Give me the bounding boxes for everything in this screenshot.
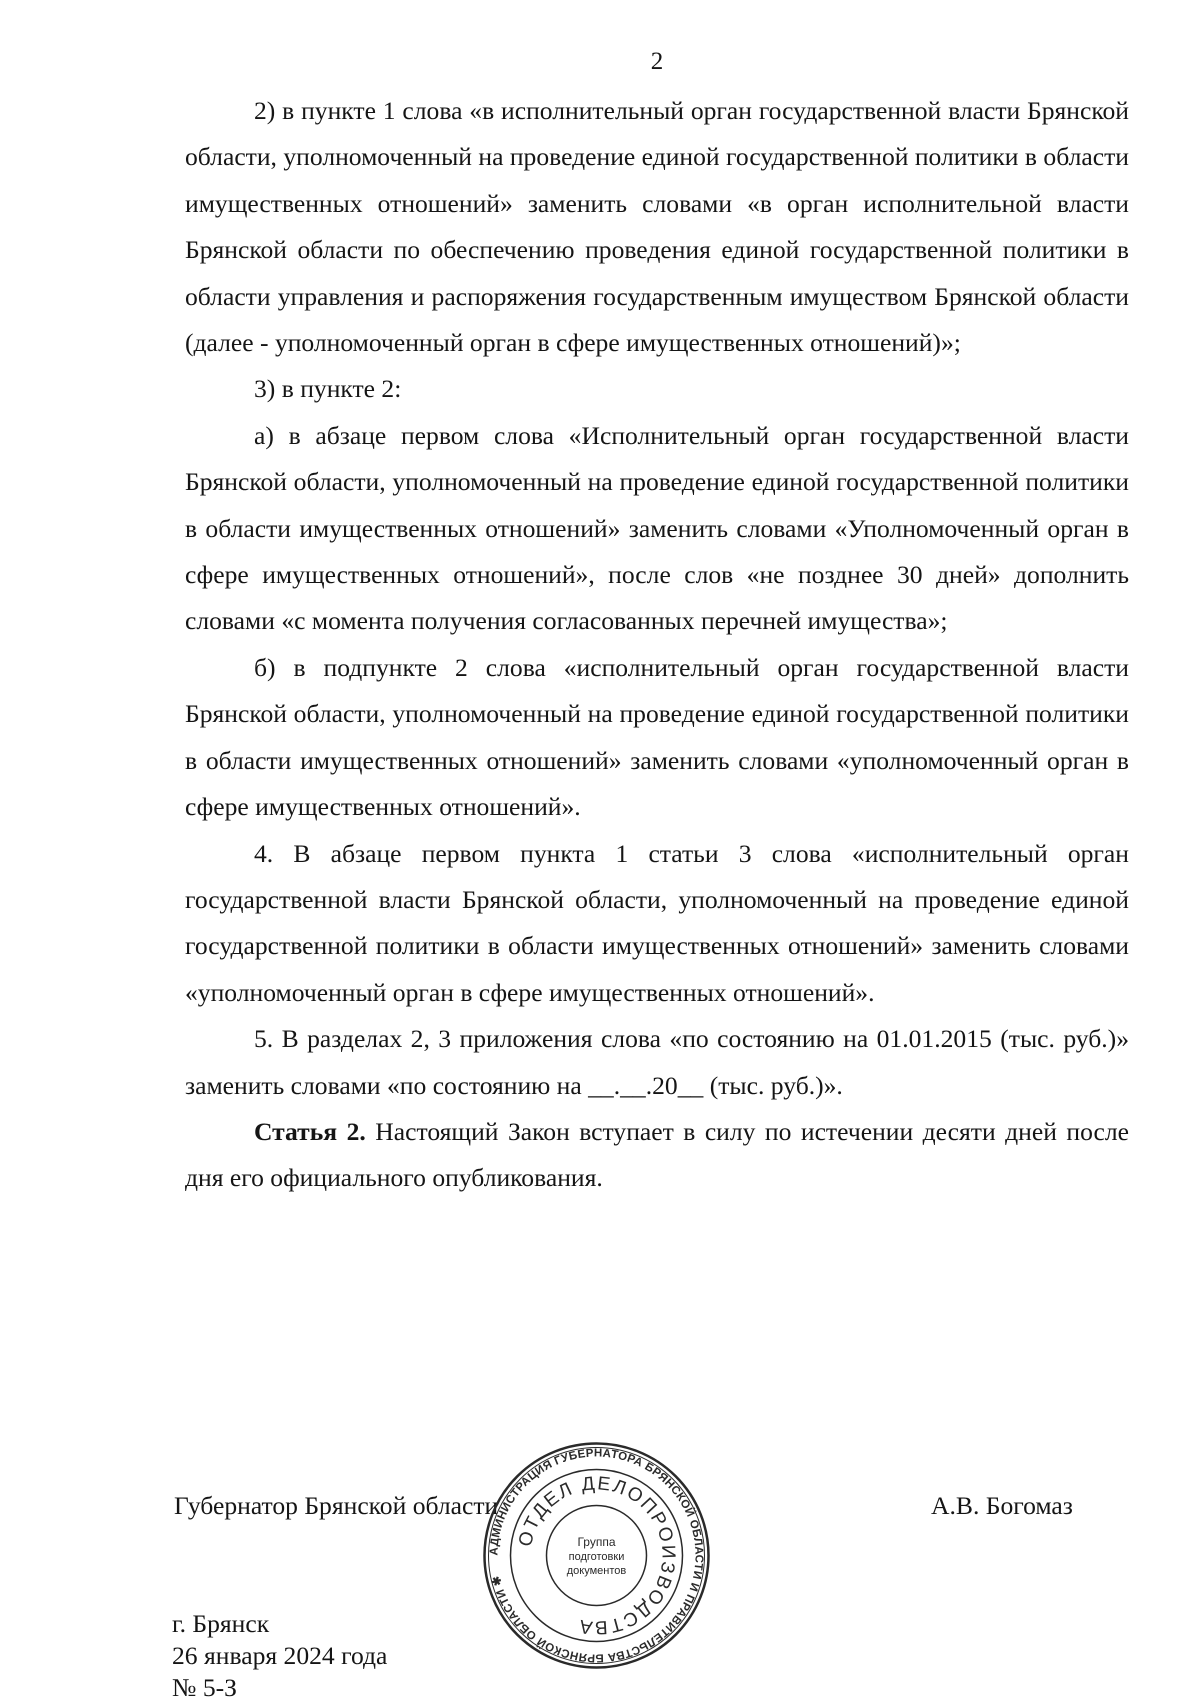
paragraph-point-4: 4. В абзаце первом пункта 1 статьи 3 слова «исполнительный орган государственной власти Брянской области, уполномоченный на проведение единой государственной политики в области имущественных отношений» заменить словами «уполномоченный орган в сфере имущественных отношений».	[185, 838, 1129, 1007]
official-seal-stamp	[481, 1440, 712, 1671]
article-text: Настоящий Закон вступает в силу по истечении десяти дней после дня его официального опубликования.	[185, 1116, 1130, 1193]
article-label: Статья 2.	[254, 1116, 366, 1146]
stamp-center-line-3: документов	[566, 1565, 627, 1577]
paragraph-subitem-b: б) в подпункте 2 слова «исполнительный орган государственной власти Брянской области, уполномоченный на проведение единой государственной политики в области имущественных отношений» заменить словами «уполномоченный орган в сфере имущественных отношений».	[185, 652, 1129, 822]
article-2	[185, 1109, 1129, 1202]
stamp-center-line-2: подготовки	[568, 1551, 625, 1563]
paragraph-item-3: 3) в пункте 2:	[254, 374, 402, 404]
footer-number: № 5-З	[172, 1673, 237, 1702]
stamp-dept-text: ОТДЕЛ ДЕЛОПРОИЗВОДСТВА	[514, 1473, 679, 1638]
paragraph-item-2: 2) в пункте 1 слова «в исполнительный орган государственной власти Брянской области, уполномоченный на проведение единой государственной политики в области имущественных отношений» заменить словами «в орган исполнительной власти Брянской области по обеспечению проведения единой государственной политики в области управления и распоряжения государственным имуществом Брянской области (далее - уполномоченный орган в сфере имущественных отношений)»;	[185, 96, 1129, 358]
signatory-name: А.В. Богомаз	[931, 1491, 1073, 1520]
stamp-ring-text: АДМИНИСТРАЦИЯ ГУБЕРНАТОРА БРЯНСКОЙ ОБЛАСТИ И ПРАВИТЕЛЬСТВА БРЯНСКОЙ ОБЛАСТИ ✱	[488, 1447, 705, 1664]
page-number: 2	[650, 48, 664, 75]
footer-city: г. Брянск	[172, 1609, 270, 1638]
document-body	[185, 88, 1129, 1202]
paragraph-subitem-a: а) в абзаце первом слова «Исполнительный орган государственной власти Брянской области, уполномоченный на проведение единой государственной политики в области имущественных отношений» заменить словами «Уполномоченный орган в сфере имущественных отношений», после слов «не позднее 30 дней» дополнить словами «с момента получения согласованных перечней имущества»;	[185, 420, 1129, 636]
signatory-title: Губернатор Брянской области	[174, 1491, 499, 1520]
paragraph-point-5: 5. В разделах 2, 3 приложения слова «по состоянию на 01.01.2015 (тыс. руб.)» заменить словами «по состоянию на __.__.20__ (тыс. руб.)».	[185, 1024, 1129, 1100]
footer-date: 26 января 2024 года	[172, 1641, 388, 1670]
stamp-center-line-1: Группа	[577, 1535, 616, 1549]
